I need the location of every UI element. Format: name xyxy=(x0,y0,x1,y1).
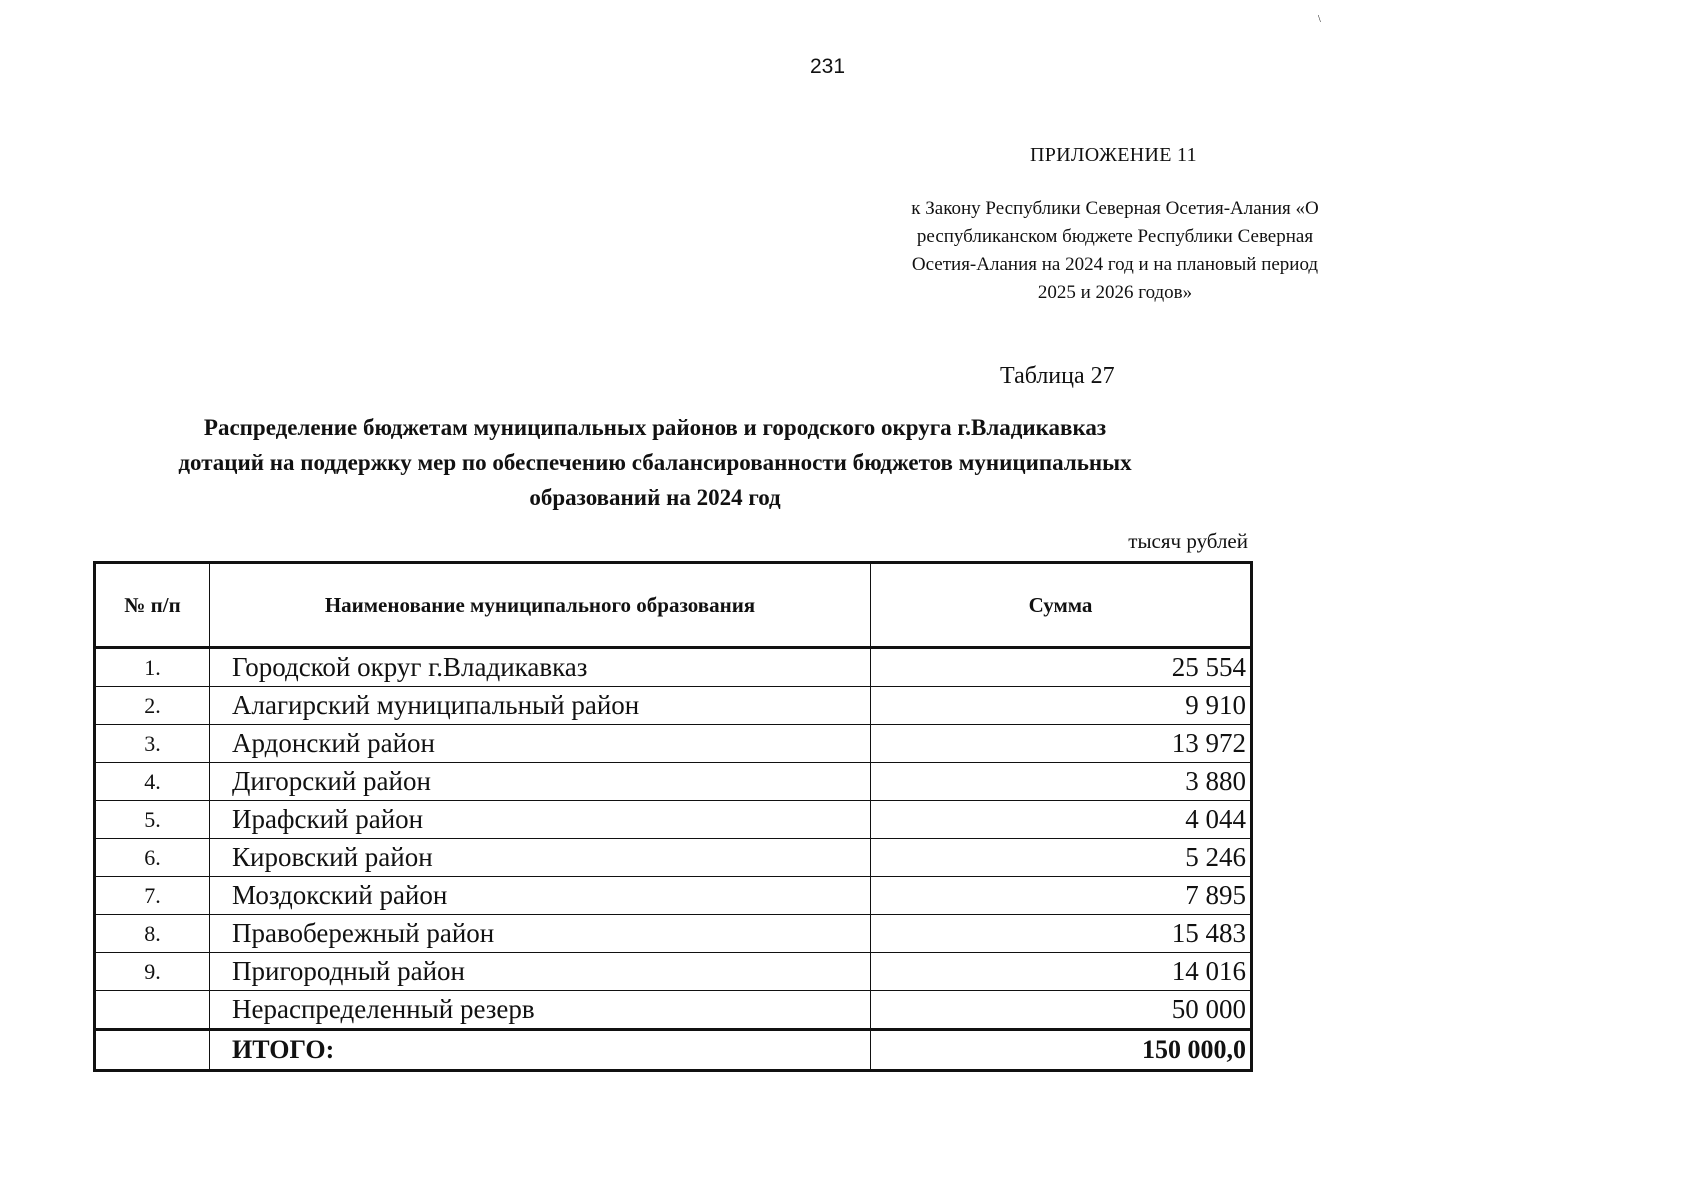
table-header-row xyxy=(95,563,1252,648)
title-line: Распределение бюджетам муниципальных районов и городского округа г.Владикавказ xyxy=(203,415,1107,440)
table-row xyxy=(95,687,1252,725)
row-number xyxy=(95,991,210,1030)
law-reference-line: республиканском бюджете Республики Северная xyxy=(916,226,1314,247)
stray-mark: \ xyxy=(1318,14,1321,25)
row-number: 4. xyxy=(95,763,210,801)
row-sum: 50 000 xyxy=(871,991,1252,1030)
row-sum: 4 044 xyxy=(871,801,1252,839)
table-row xyxy=(95,801,1252,839)
row-sum: 5 246 xyxy=(871,839,1252,877)
header-sum: Сумма xyxy=(871,563,1252,648)
row-name: Ирафский район xyxy=(210,801,871,839)
table-row xyxy=(95,991,1252,1030)
row-name: Моздокский район xyxy=(210,877,871,915)
total-label: ИТОГО: xyxy=(210,1030,871,1071)
row-number: 2. xyxy=(95,687,210,725)
row-name: Нераспределенный резерв xyxy=(210,991,871,1030)
row-number: 5. xyxy=(95,801,210,839)
law-reference-line: 2025 и 2026 годов» xyxy=(1037,282,1193,303)
row-name: Пригородный район xyxy=(210,953,871,991)
table-row xyxy=(95,915,1252,953)
row-sum: 9 910 xyxy=(871,687,1252,725)
table-row xyxy=(95,877,1252,915)
row-sum: 14 016 xyxy=(871,953,1252,991)
law-reference-line: к Закону Республики Северная Осетия-Алания «О xyxy=(911,198,1319,219)
table-row xyxy=(95,725,1252,763)
header-name: Наименование муниципального образования xyxy=(210,563,871,648)
title-line: дотаций на поддержку мер по обеспечению сбалансированности бюджетов муниципальных xyxy=(178,450,1132,475)
units-label: тысяч рублей xyxy=(1128,529,1248,553)
row-sum: 3 880 xyxy=(871,763,1252,801)
row-name: Городской округ г.Владикавказ xyxy=(210,648,871,687)
table-number: Таблица 27 xyxy=(1000,363,1115,389)
row-number: 3. xyxy=(95,725,210,763)
appendix-label: ПРИЛОЖЕНИЕ 11 xyxy=(1030,144,1197,166)
row-sum: 13 972 xyxy=(871,725,1252,763)
title-line: образований на 2024 год xyxy=(529,485,781,510)
table-row xyxy=(95,648,1252,687)
row-name: Ардонский район xyxy=(210,725,871,763)
total-sum: 150 000,0 xyxy=(871,1030,1252,1071)
row-number: 1. xyxy=(95,648,210,687)
row-name: Алагирский муниципальный район xyxy=(210,687,871,725)
total-number xyxy=(95,1030,210,1071)
table-row xyxy=(95,953,1252,991)
row-sum: 25 554 xyxy=(871,648,1252,687)
law-reference xyxy=(860,195,1370,307)
row-sum: 15 483 xyxy=(871,915,1252,953)
row-number: 9. xyxy=(95,953,210,991)
row-sum: 7 895 xyxy=(871,877,1252,915)
row-number: 8. xyxy=(95,915,210,953)
row-name: Дигорский район xyxy=(210,763,871,801)
allocation-table xyxy=(93,561,1253,1072)
table-row xyxy=(95,839,1252,877)
document-title xyxy=(80,410,1230,515)
row-name: Кировский район xyxy=(210,839,871,877)
table-row xyxy=(95,763,1252,801)
row-number: 6. xyxy=(95,839,210,877)
row-name: Правобережный район xyxy=(210,915,871,953)
law-reference-line: Осетия-Алания на 2024 год и на плановый период xyxy=(911,254,1319,275)
total-row xyxy=(95,1030,1252,1071)
row-number: 7. xyxy=(95,877,210,915)
header-number: № п/п xyxy=(95,563,210,648)
page-number: 231 xyxy=(810,55,846,78)
